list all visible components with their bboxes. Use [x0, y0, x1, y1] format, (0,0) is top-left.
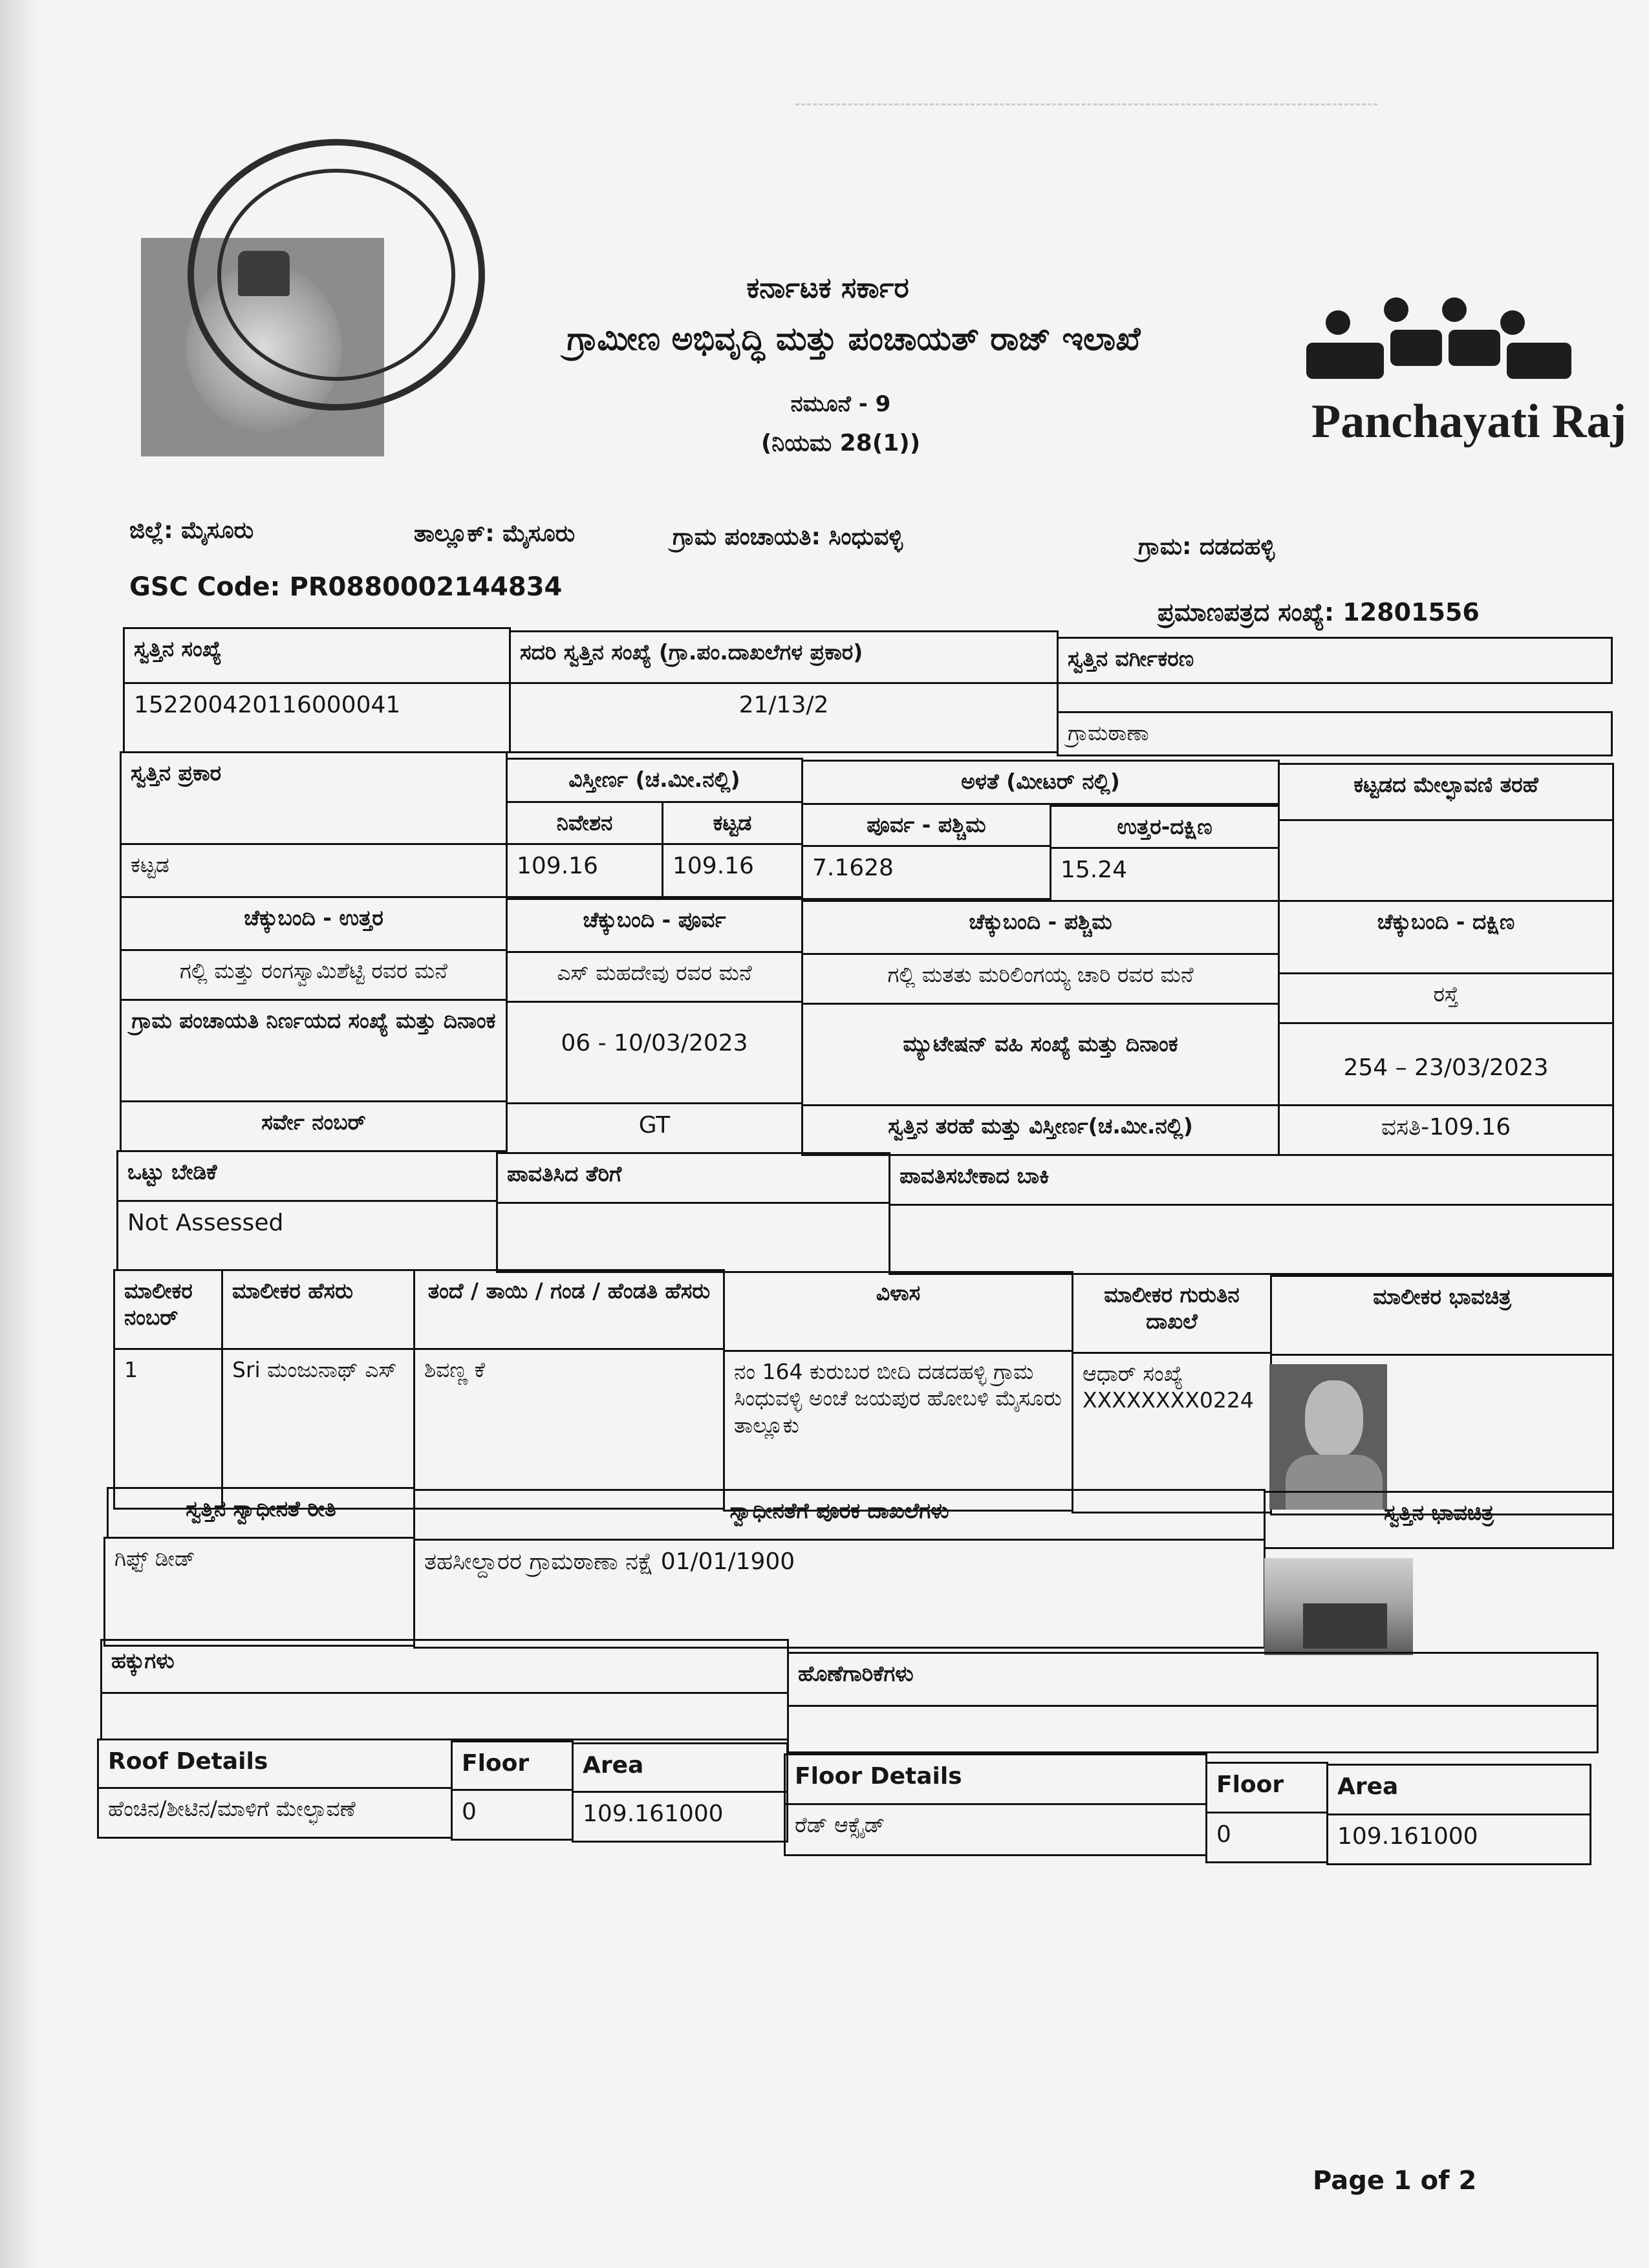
owner-address: ನಂ 164 ಕುರುಬರ ಬೀದಿ ದಡದಹಳ್ಳಿ ಗ್ರಾಮ ಸಿಂಧುವಳ್ಳಿ ಅಂಚೆ ಜಯಪುರ ಹೋಬಳಿ ಮೈಸೂರು ತಾಲ್ಲೂಕು [723, 1350, 1073, 1512]
floor-area: 109.161000 [1326, 1813, 1591, 1865]
acquisition-docs-label: ಸ್ವಾಧೀನತೆಗೆ ಪೂರಕ ದಾಖಲೆಗಳು [413, 1489, 1266, 1541]
usage-value: ವಸತಿ-109.16 [1278, 1104, 1614, 1156]
old-property-id: 21/13/2 [509, 682, 1059, 753]
south-boundary: ರಸ್ತೆ [1278, 972, 1614, 1024]
government-title: ಕರ್ನಾಟಕ ಸರ್ಕಾರ [746, 272, 909, 305]
rights-value [100, 1692, 789, 1740]
usage-label: ಸ್ವತ್ತಿನ ತರಹೆ ಮತ್ತು ವಿಸ್ತೀರ್ಣ(ಚ.ಮೀ.ನಲ್ಲಿ) [801, 1104, 1280, 1156]
west-boundary: ಗಲ್ಲಿ ಮತತು ಮರಿಲಿಂಗಯ್ಯ ಚಾರಿ ರವರ ಮನೆ [801, 953, 1280, 1005]
west-boundary-label: ಚೆಕ್ಕುಬಂದಿ - ಪಶ್ಚಿಮ [801, 900, 1280, 955]
roof-details-title: Roof Details [97, 1738, 453, 1789]
property-type-label: ಸ್ವತ್ತಿನ ಪ್ರಕಾರ [120, 751, 508, 845]
owner-number: 1 [113, 1348, 223, 1510]
roof-type-value [1278, 819, 1614, 902]
site-area: 109.16 [506, 843, 663, 898]
east-west-value: 7.1628 [801, 845, 1051, 900]
building-label: ಕಟ್ಟಡ [662, 801, 803, 845]
parent-name-label: ತಂದೆ / ತಾಯಿ / ಗಂಡ / ಹೆಂಡತಿ ಹೆಸರು [413, 1269, 725, 1350]
property-photo [1264, 1558, 1413, 1655]
site-label: ನಿವೇಶನ [506, 801, 663, 845]
building-area: 109.16 [662, 843, 803, 898]
floor-details-title: Floor Details [784, 1753, 1207, 1805]
property-photo-label: ಸ್ವತ್ತಿನ ಭಾವಚಿತ್ರ [1264, 1491, 1614, 1549]
east-boundary-label: ಚೆಕ್ಕುಬಂದಿ - ಪೂರ್ವ [506, 898, 803, 953]
old-property-id-label: ಸದರಿ ಸ್ವತ್ತಿನ ಸಂಖ್ಯೆ (ಗ್ರಾ.ಪಂ.ದಾಖಲೆಗಳ ಪ್ರಕಾರ) [509, 630, 1059, 684]
page-number: Page 1 of 2 [1313, 2166, 1477, 2196]
east-west-label: ಪೂರ್ವ - ಪಶ್ಚಿಮ [801, 803, 1051, 847]
panchayati-raj-logo [1306, 284, 1627, 465]
gram-panchayat: ಗ್ರಾಮ ಪಂಚಾಯತಿ: ಸಿಂಧುವಳ್ಳಿ [673, 524, 903, 550]
east-boundary: ಎಸ್ ಮಹದೇವು ರವರ ಮನೆ [506, 951, 803, 1003]
acquisition-docs: ತಹಸೀಲ್ದಾರರ ಗ್ರಾಮಠಾಣಾ ನಕ್ಷೆ 01/01/1900 [413, 1539, 1266, 1649]
logo-wordmark: Panchayati Raj [1311, 395, 1627, 448]
owner-name-label: ಮಾಲೀಕರ ಹೆಸರು [221, 1269, 415, 1350]
floor-floor: 0 [1205, 1812, 1328, 1863]
property-id: 152200420116000041 [123, 682, 511, 753]
district: ಜಿಲ್ಲೆ: ಮೈಸೂರು [129, 517, 254, 544]
rights-label: ಹಕ್ಕುಗಳು [100, 1639, 789, 1694]
gp-decision-value: 06 - 10/03/2023 [506, 1001, 803, 1104]
roof-floor-label: Floor [451, 1740, 574, 1791]
taluk: ತಾಲ್ಲೂಕ್: ಮೈಸೂರು [414, 520, 576, 547]
roof-area-label: Area [572, 1742, 788, 1793]
tax-due [889, 1204, 1614, 1275]
property-type: ಕಟ್ಟಡ [120, 843, 508, 898]
rule-number: (ನಿಯಮ 28(1)) [760, 430, 921, 456]
id-proof-label: ಮಾಲೀಕರ ಗುರುತಿನ ದಾಖಲೆ [1072, 1273, 1272, 1354]
panchayat-office-seal [188, 139, 485, 411]
mutation-value: 254 – 23/03/2023 [1278, 1022, 1614, 1106]
liabilities-label: ಹೊಣೆಗಾರಿಕೆಗಳು [787, 1652, 1599, 1707]
property-id-label: ಸ್ವತ್ತಿನ ಸಂಖ್ಯೆ [123, 627, 511, 684]
form-number: ನಮೂನೆ - 9 [790, 391, 891, 417]
acquisition-method: ಗಿಫ್ಟ್ ಡೀಡ್ [103, 1537, 415, 1647]
liabilities-value [787, 1705, 1599, 1753]
north-boundary-label: ಚೆಕ್ಕುಬಂದಿ - ಉತ್ತರ [120, 896, 508, 951]
total-demand: Not Assessed [116, 1200, 498, 1271]
dimension-label: ಅಳತೆ (ಮೀಟರ್ ನಲ್ಲಿ) [801, 760, 1280, 805]
gp-decision-label: ಗ್ರಾಮ ಪಂಚಾಯತಿ ನಿರ್ಣಯದ ಸಂಖ್ಯೆ ಮತ್ತು ದಿನಾಂಕ [120, 999, 508, 1102]
owner-name: Sri ಮಂಜುನಾಥ್ ಎಸ್ [221, 1348, 415, 1510]
floor-floor-label: Floor [1205, 1762, 1328, 1813]
parent-name: ಶಿವಣ್ಣ ಕೆ [413, 1348, 725, 1510]
owner-photo-label: ಮಾಲೀಕರ ಭಾವಚಿತ್ರ [1270, 1275, 1614, 1356]
owner-number-label: ಮಾಲೀಕರ ನಂಬರ್ [113, 1269, 223, 1350]
tax-due-label: ಪಾವತಿಸಬೇಕಾದ ಬಾಕಿ [889, 1154, 1614, 1206]
floor-type: ರೆಡ್ ಆಕ್ಸೈಡ್ [784, 1803, 1207, 1856]
owner-photo [1269, 1364, 1387, 1510]
bleed-through-ghost [795, 103, 1377, 183]
roof-type: ಹೆಂಚಿನ/ಶೀಟಿನ/ಮಾಳಿಗೆ ಮೇಲ್ಛಾವಣೆ [97, 1787, 453, 1839]
address-label: ವಿಳಾಸ [723, 1271, 1073, 1352]
village: ಗ್ರಾಮ: ದಡದಹಳ್ಳಿ [1138, 533, 1275, 560]
property-class: ಗ್ರಾಮಠಾಣಾ [1057, 711, 1613, 756]
department-title: ಗ್ರಾಮೀಣ ಅಭಿವೃದ್ಧಿ ಮತ್ತು ಪಂಚಾಯತ್ ರಾಜ್ ಇಲಾಖೆ [566, 320, 1141, 358]
tax-paid [496, 1202, 890, 1273]
total-demand-label: ಒಟ್ಟು ಬೇಡಿಕೆ [116, 1150, 498, 1202]
survey-number-label: ಸರ್ವೇ ನಂಬರ್ [120, 1100, 508, 1152]
survey-number: GT [506, 1102, 803, 1154]
certificate-number: ಪ್ರಮಾಣಪತ್ರದ ಸಂಖ್ಯೆ: 12801556 [1158, 598, 1480, 626]
gsc-code: GSC Code: PR0880002144834 [129, 572, 563, 602]
north-boundary: ಗಲ್ಲಿ ಮತ್ತು ರಂಗಸ್ವಾಮಿಶೆಟ್ಟಿ ರವರ ಮನೆ [120, 949, 508, 1001]
acquisition-method-label: ಸ್ವತ್ತಿನ ಸ್ವಾಧೀನತೆ ರೀತಿ [107, 1487, 415, 1539]
area-label: ವಿಸ್ತೀರ್ಣ (ಚ.ಮೀ.ನಲ್ಲಿ) [506, 758, 803, 803]
scan-edge-shadow [0, 0, 39, 2268]
tax-paid-label: ಪಾವತಿಸಿದ ತೆರಿಗೆ [496, 1152, 890, 1204]
south-boundary-label: ಚೆಕ್ಕುಬಂದಿ - ದಕ್ಷಿಣ [1278, 900, 1614, 974]
north-south-label: ಉತ್ತರ-ದಕ್ಷಿಣ [1050, 805, 1280, 849]
roof-floor: 0 [451, 1789, 574, 1841]
property-class-label: ಸ್ವತ್ತಿನ ವರ್ಗೀಕರಣ [1057, 637, 1613, 684]
north-south-value: 15.24 [1050, 847, 1280, 902]
roof-type-label: ಕಟ್ಟಡದ ಮೇಲ್ಛಾವಣಿ ತರಹೆ [1278, 763, 1614, 821]
mutation-label: ಮ್ಯುಟೇಷನ್ ವಹಿ ಸಂಖ್ಯೆ ಮತ್ತು ದಿನಾಂಕ [801, 1003, 1280, 1106]
roof-area: 109.161000 [572, 1791, 788, 1843]
floor-area-label: Area [1326, 1764, 1591, 1815]
owner-id-proof: ಆಧಾರ್ ಸಂಖ್ಯೆ XXXXXXXX0224 [1072, 1352, 1272, 1514]
